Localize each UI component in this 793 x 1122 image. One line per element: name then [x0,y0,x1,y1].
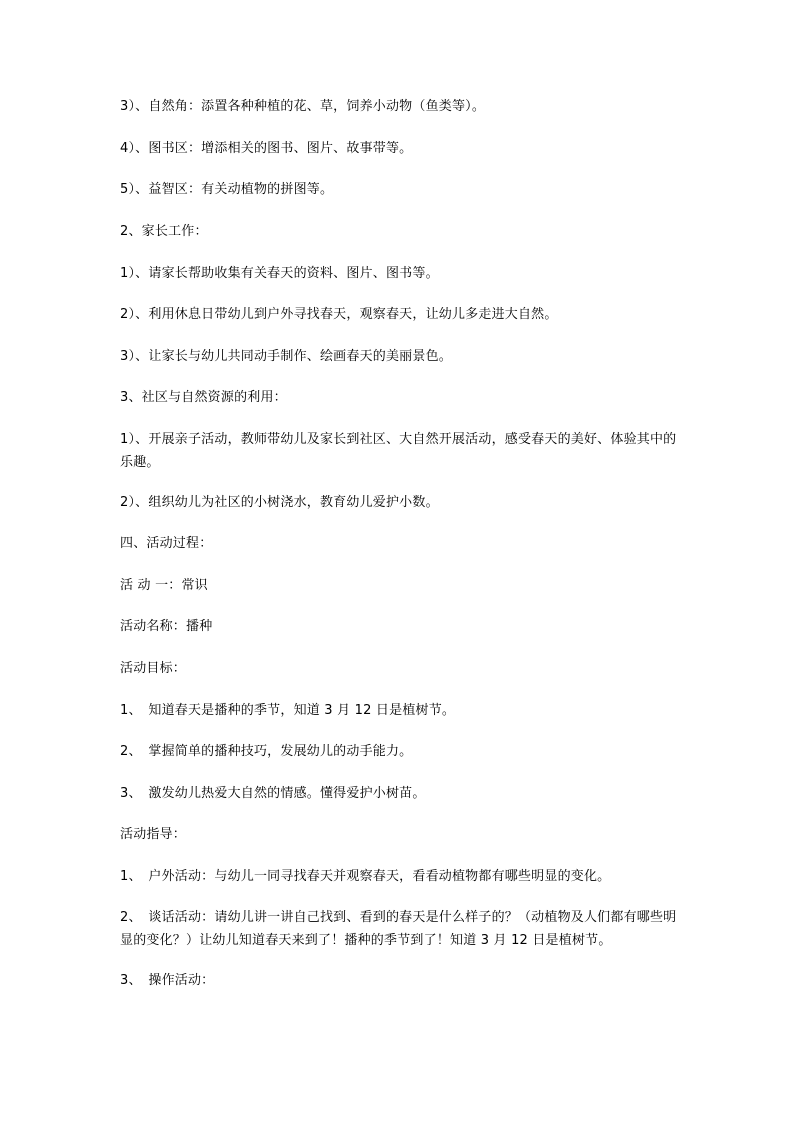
guidance-item: 3、 操作活动： [120,973,215,988]
paragraph-nature-corner: 3）、自然角：添置各种种植的花、草，饲养小动物（鱼类等）。 [120,99,486,114]
paragraph-parent-outdoor: 2）、利用休息日带幼儿到户外寻找春天，观察春天，让幼儿多走进大自然。 [120,307,558,322]
paragraph-puzzle-area: 5）、益智区：有关动植物的拼图等。 [120,182,334,197]
heading-community-resources: 3、社区与自然资源的利用： [120,390,287,405]
guidance-item: 1、 户外活动：与幼儿一同寻找春天并观察春天，看看动植物都有哪些明显的变化。 [120,869,611,884]
activity-name: 活动名称：播种 [120,619,213,634]
paragraph-watering-trees: 2）、组织幼儿为社区的小树浇水，教育幼儿爱护小数。 [120,495,439,510]
goal-item: 3、 激发幼儿热爱大自然的情感。懂得爱护小树苗。 [120,786,426,801]
goal-item: 1、 知道春天是播种的季节，知道 3 月 12 日是植树节。 [120,703,456,718]
heading-activity-process: 四、活动过程： [120,536,213,551]
guidance-item: 2、 谈话活动：请幼儿讲一讲自己找到、看到的春天是什么样子的？（动植物及人们都有哪些明显的变化？）让幼儿知道春天来到了！播种的季节到了！知道 3 月 12 日是植树节。 [120,910,677,948]
paragraph-family-activity: 1）、开展亲子活动，教师带幼儿及家长到社区、大自然开展活动，感受春天的美好、体验其中的乐趣。 [120,432,677,470]
heading-activity-one: 活 动 一：常识 [120,578,208,593]
paragraph-parent-collect: 1）、请家长帮助收集有关春天的资料、图片、图书等。 [120,266,439,281]
heading-activity-goals: 活动目标： [120,661,187,676]
heading-parent-work: 2、家长工作： [120,224,208,239]
paragraph-parent-drawing: 3）、让家长与幼儿共同动手制作、绘画春天的美丽景色。 [120,349,452,364]
goal-item: 2、 掌握简单的播种技巧，发展幼儿的动手能力。 [120,744,413,759]
paragraph-book-area: 4）、图书区：增添相关的图书、图片、故事带等。 [120,141,413,156]
heading-activity-guidance: 活动指导： [120,827,187,842]
